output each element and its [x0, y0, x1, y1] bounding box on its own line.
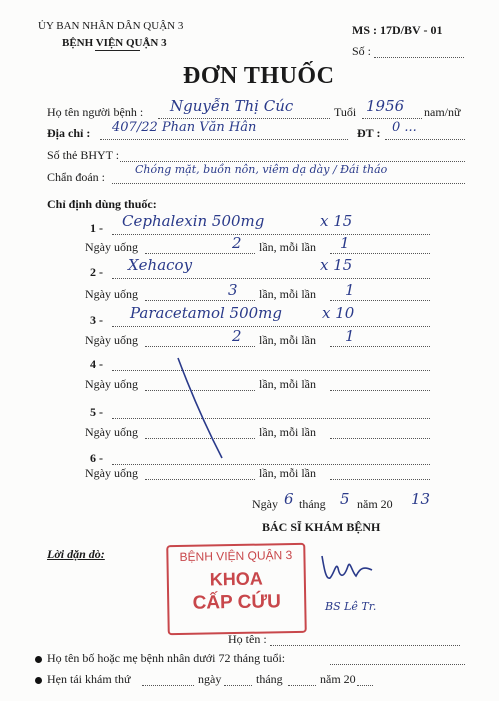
date-day-label: Ngày [252, 497, 278, 511]
item-number: 1 - [90, 221, 103, 235]
dose-value: 1 [340, 234, 350, 252]
doctor-title: BÁC SĨ KHÁM BỆNH [262, 520, 381, 534]
patient-age: 1956 [366, 97, 405, 115]
bullet-icon [35, 656, 42, 663]
revisit-day-label: ngày [198, 672, 222, 686]
dose-line [330, 300, 430, 301]
day-use-label: Ngày uống [85, 333, 138, 347]
drug-line [112, 278, 430, 279]
dose-value: 1 [345, 281, 355, 299]
drug-quantity: x 15 [320, 212, 353, 230]
revisit-month-label: tháng [256, 672, 283, 686]
date-day: 6 [284, 490, 294, 508]
times-label: lần, mỗi lần [259, 240, 316, 254]
doctor-signature-name: BS Lê Tr. [325, 600, 377, 613]
patient-address: 407/22 Phan Văn Hân [112, 120, 257, 135]
address-label: Địa chỉ : [47, 126, 91, 140]
drug-quantity: x 10 [322, 304, 355, 322]
form-title: ĐƠN THUỐC [183, 63, 335, 89]
times-line [145, 479, 255, 480]
date-month-label: tháng [299, 497, 326, 511]
guardian-line [330, 664, 465, 665]
item-number: 5 - [90, 405, 103, 419]
strike-line [160, 350, 240, 465]
drug-name: Paracetamol 500mg [130, 304, 282, 322]
name-label: Họ tên người bệnh : [47, 105, 144, 119]
times-label: lần, mỗi lần [259, 377, 316, 391]
number-line [374, 57, 464, 58]
prescription-label: Chỉ định dùng thuốc: [47, 197, 157, 211]
dose-line [330, 253, 430, 254]
item-number: 3 - [90, 313, 103, 327]
dose-line [330, 390, 430, 391]
day-use-label: Ngày uống [85, 377, 138, 391]
drug-line [112, 234, 430, 235]
doctor-name-label: Họ tên : [228, 632, 267, 646]
date-year-label: năm 20 [357, 497, 393, 511]
times-label: lần, mỗi lần [259, 287, 316, 301]
day-use-label: Ngày uống [85, 425, 138, 439]
stamp-line-3: CẤP CỨU [192, 591, 282, 614]
bullet-icon [35, 677, 42, 684]
drug-quantity: x 15 [320, 256, 353, 274]
times-label: lần, mỗi lần [259, 333, 316, 347]
hospital-underline [95, 50, 140, 51]
age-line [362, 118, 422, 119]
age-label: Tuổi [334, 105, 357, 119]
item-number: 2 - [90, 265, 103, 279]
revisit-line-3 [288, 685, 316, 686]
day-use-label: Ngày uống [85, 240, 138, 254]
guardian-label: Họ tên bố hoặc mẹ bệnh nhân dưới 72 tháng tuổi: [47, 651, 286, 665]
phone-label: ĐT : [357, 126, 381, 140]
revisit-line-4 [357, 685, 373, 686]
dose-line [330, 346, 430, 347]
date-month: 5 [340, 490, 350, 508]
item-number: 4 - [90, 357, 103, 371]
day-use-label: Ngày uống [85, 466, 138, 480]
stamp-line-2: KHOA [209, 568, 263, 590]
times-value: 2 [232, 234, 242, 252]
diagnosis-line [112, 183, 465, 184]
address-line [100, 139, 348, 140]
number-label: Số : [352, 44, 372, 58]
advice-label: Lời dặn dò: [47, 547, 105, 561]
hospital-name: BỆNH VIỆN QUẬN 3 [62, 37, 167, 49]
dose-line [330, 479, 430, 480]
sex-label: nam/nữ [424, 105, 461, 119]
drug-name: Cephalexin 500mg [122, 212, 265, 230]
dose-line [330, 438, 430, 439]
diagnosis-label: Chẩn đoán : [47, 170, 105, 184]
patient-name: Nguyễn Thị Cúc [170, 97, 294, 115]
item-number: 6 - [90, 451, 103, 465]
times-line [145, 346, 255, 347]
times-value: 3 [228, 281, 238, 299]
times-line [145, 253, 255, 254]
revisit-label: Hẹn tái khám thứ [47, 672, 131, 686]
phone-line [385, 139, 465, 140]
name-line [158, 118, 330, 119]
times-label: lần, mỗi lần [259, 425, 316, 439]
times-value: 2 [232, 327, 242, 345]
date-year: 13 [411, 490, 431, 508]
revisit-line-2 [224, 685, 252, 686]
times-label: lần, mỗi lần [259, 466, 316, 480]
doctor-name-line [270, 645, 460, 646]
revisit-year-label: năm 20 [320, 672, 356, 686]
dose-value: 1 [345, 327, 355, 345]
committee-name: ỦY BAN NHÂN DÂN QUẬN 3 [38, 20, 184, 32]
stamp-line-1: BỆNH VIỆN QUẬN 3 [179, 548, 293, 564]
patient-phone: 0 ... [392, 120, 417, 135]
doctor-signature [318, 548, 378, 588]
drug-name: Xehacoy [128, 256, 193, 274]
revisit-line-1 [142, 685, 194, 686]
day-use-label: Ngày uống [85, 287, 138, 301]
form-code: MS : 17D/BV - 01 [352, 23, 443, 37]
department-stamp [166, 543, 307, 635]
insurance-line [120, 161, 465, 162]
insurance-label: Số thẻ BHYT : [47, 148, 120, 162]
patient-diagnosis: Chóng mặt, buồn nôn, viêm dạ dày / Đái tháo [135, 163, 388, 176]
drug-line [112, 326, 430, 327]
times-line [145, 300, 255, 301]
